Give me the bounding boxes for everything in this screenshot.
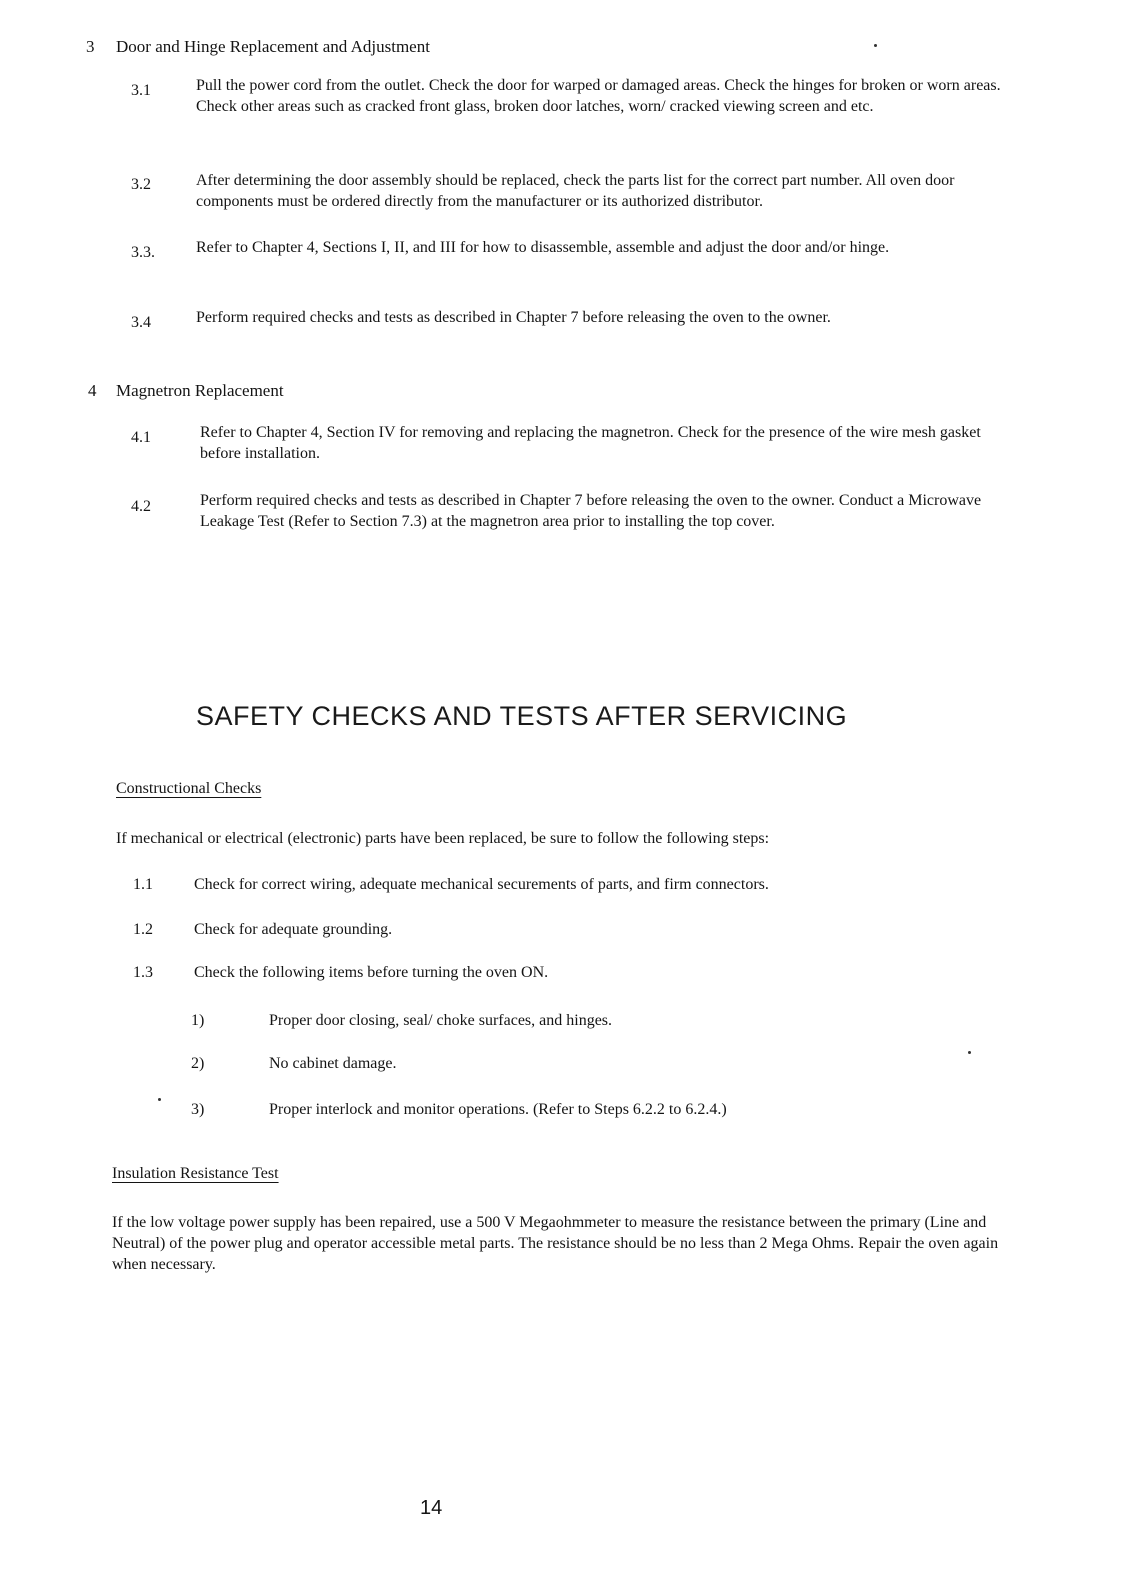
item-1-1-number: 1.1 xyxy=(133,876,153,893)
subitem-3-number: 3) xyxy=(191,1101,205,1118)
item-3-1-number: 3.1 xyxy=(131,82,151,99)
subitem-1-number: 1) xyxy=(191,1012,205,1029)
item-3-2-number: 3.2 xyxy=(131,176,151,193)
item-1-2-text: Check for adequate grounding. xyxy=(194,921,393,938)
constructional-checks-title: Constructional Checks xyxy=(116,780,262,797)
page-number: 14 xyxy=(420,1497,443,1519)
constructional-checks-intro: If mechanical or electrical (electronic) parts have been replaced, be sure to follow the following steps: xyxy=(116,830,770,847)
scan-speck xyxy=(874,44,877,47)
item-1-1-text: Check for correct wiring, adequate mechanical securements of parts, and firm connectors. xyxy=(194,876,769,893)
scan-speck xyxy=(158,1098,161,1101)
section-4-title: Magnetron Replacement xyxy=(116,381,284,400)
subitem-3-text: Proper interlock and monitor operations. (Refer to Steps 6.2.2 to 6.2.4.) xyxy=(269,1101,727,1118)
insulation-test-title: Insulation Resistance Test xyxy=(112,1165,279,1182)
section-3-number: 3 xyxy=(86,37,95,56)
section-3-title: Door and Hinge Replacement and Adjustment xyxy=(116,37,430,56)
subitem-2-number: 2) xyxy=(191,1055,205,1072)
item-3-3-text: Refer to Chapter 4, Sections I, II, and III for how to disassemble, assemble and adjust the door and/or hinge. xyxy=(196,239,890,256)
section-4-number: 4 xyxy=(88,381,97,400)
item-3-4-text: Perform required checks and tests as described in Chapter 7 before releasing the oven to the owner. xyxy=(196,309,831,326)
subitem-1-text: Proper door closing, seal/ choke surfaces, and hinges. xyxy=(269,1012,613,1029)
insulation-test-text: If the low voltage power supply has been repaired, use a 500 V Megaohmmeter to measure the resistance between the primary (Line and Neutral) of the power plug and operator accessible metal parts. The resistance should be no less than 2 Mega Ohms. Repair the oven again when necessary. xyxy=(112,1214,999,1273)
item-1-3-text: Check the following items before turning the oven ON. xyxy=(194,964,549,981)
item-4-1-text: Refer to Chapter 4, Section IV for removing and replacing the magnetron. Check for the presence of the wire mesh gasket before installation. xyxy=(200,424,981,462)
item-3-1-text: Pull the power cord from the outlet. Check the door for warped or damaged areas. Check the hinges for broken or worn areas. Check other areas such as cracked front glass, broken door latches, worn/ cracked viewing screen and etc. xyxy=(196,77,1001,115)
subitem-2-text: No cabinet damage. xyxy=(269,1055,397,1072)
item-1-3-number: 1.3 xyxy=(133,964,153,981)
item-3-4-number: 3.4 xyxy=(131,314,151,331)
safety-heading: SAFETY CHECKS AND TESTS AFTER SERVICING xyxy=(196,701,848,731)
item-4-2-number: 4.2 xyxy=(131,498,151,515)
item-1-2-number: 1.2 xyxy=(133,921,153,938)
scan-speck xyxy=(968,1051,971,1054)
item-3-2-text: After determining the door assembly should be replaced, check the parts list for the correct part number. All oven door components must be ordered directly from the manufacturer or its authorized distributor. xyxy=(196,172,955,210)
item-4-2-text: Perform required checks and tests as described in Chapter 7 before releasing the oven to the owner. Conduct a Microwave Leakage Test (Refer to Section 7.3) at the magnetron area prior to installing the top cover. xyxy=(200,492,982,530)
item-4-1-number: 4.1 xyxy=(131,429,151,446)
item-3-3-number: 3.3. xyxy=(131,244,155,261)
